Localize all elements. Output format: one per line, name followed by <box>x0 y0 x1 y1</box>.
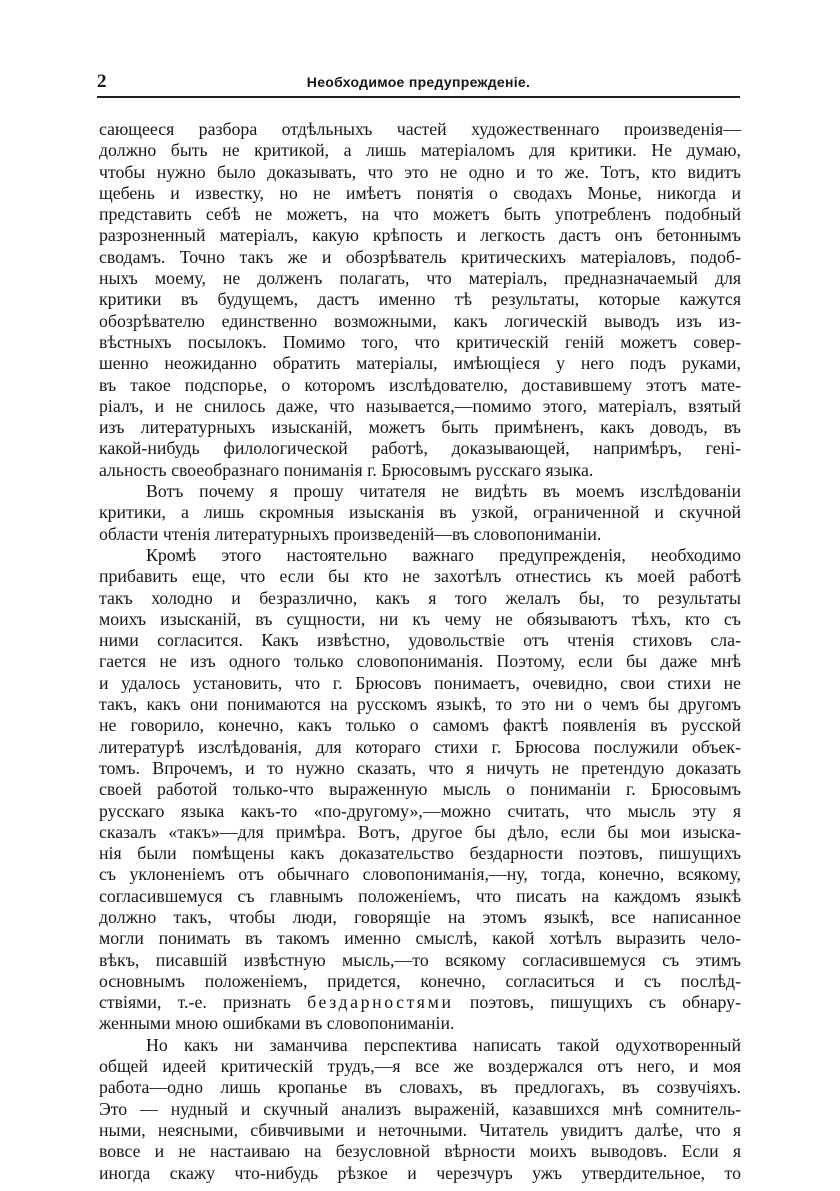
text-line: Но какъ ни заманчива перспектива написать такой одухотворенный <box>146 1034 741 1055</box>
text-line: Это — нудный и скучный анализъ выраженій, казавшихся мнѣ сомнитель- <box>99 1098 741 1119</box>
text-line: должно быть не критикой, а лишь матеріаломъ для критики. Не думаю, <box>99 140 741 161</box>
spaced-emphasis: бездарностями <box>307 992 454 1013</box>
text-line: ними согласится. Какъ извѣстно, удовольствіе отъ чтенія стиховъ сла- <box>99 630 741 651</box>
text-line: вовсе и не настаиваю на безусловной вѣрности моихъ выводовъ. Если я <box>99 1141 741 1162</box>
text-fragment: поэтовъ, пишущихъ съ обнару- <box>469 992 741 1013</box>
text-line: критики въ будущемъ, дастъ именно тѣ результаты, которые кажутся <box>99 289 741 310</box>
text-line: обозрѣвателю единственно возможными, какъ логическій выводъ изъ из- <box>99 310 741 331</box>
text-line: шенно неожиданно обратить матеріалы, имѣющіеся у него подъ руками, <box>99 353 741 374</box>
running-title: Необходимое предупрежденіе. <box>306 74 531 90</box>
text-line: должно такъ, чтобы люди, говорящіе на этомъ языкѣ, все написанное <box>99 906 741 927</box>
text-line: своей работой только-что выраженную мысль о пониманіи г. Брюсовымъ <box>99 779 741 800</box>
text-line: гается не изъ одного только словопониманія. Поэтому, если бы даже мнѣ <box>99 651 741 672</box>
text-line: Вотъ почему я прошу читателя не видѣть въ моемъ изслѣдованіи <box>146 481 741 502</box>
text-line: согласившемуся съ главнымъ положеніемъ, что писать на каждомъ языкѣ <box>99 885 741 906</box>
text-line: вѣстныхъ посылокъ. Помимо того, что критическій геній можетъ совер- <box>99 331 741 352</box>
text-line: литературѣ изслѣдованія, для котораго стихи г. Брюсова послужили объек- <box>99 736 741 757</box>
text-line: женными мною ошибками въ словопониманіи. <box>99 1013 455 1034</box>
text-line: съ уклоненіемъ отъ обычнаго словопониманія,—ну, тогда, конечно, всякому, <box>99 864 741 885</box>
text-line: какой-нибудь филологической работѣ, доказывающей, напримѣръ, гені- <box>99 438 741 459</box>
text-line: русскаго языка какъ-то «по-другому»,—можно считать, что мысль эту я <box>99 800 741 821</box>
text-line: Кромѣ этого настоятельно важнаго предупрежденія, необходимо <box>146 544 741 565</box>
text-line: альность своеобразнаго пониманія г. Брюсовымъ русскаго языка. <box>99 459 594 480</box>
text-line: могли понимать въ такомъ именно смыслѣ, какой хотѣлъ выразить чело- <box>99 928 741 949</box>
text-line: ными, неясными, сбивчивыми и неточными. Читатель увидитъ далѣе, что я <box>99 1119 741 1140</box>
text-fragment: ствіями, т.-е. признать <box>99 992 291 1013</box>
text-line: такъ, какъ они понимаются на русскомъ языкѣ, то это ни о чемъ бы другомъ <box>99 694 741 715</box>
text-line: не говорило, конечно, какъ только о самомъ фактѣ появленія въ русской <box>99 715 741 736</box>
text-line-spaced <box>99 992 741 1013</box>
text-line: области чтенія литературныхъ произведеній—въ словопониманіи. <box>99 523 602 544</box>
header-rule <box>97 96 740 98</box>
text-line: сающееся разбора отдѣльныхъ частей художественнаго произведенія— <box>99 119 741 139</box>
text-line: изъ литературныхъ изысканій, можетъ быть примѣненъ, какъ доводъ, въ <box>99 417 741 438</box>
paragraph-1 <box>99 119 741 481</box>
text-line: чтобы нужно было доказывать, что это не одно и то же. Тотъ, кто видитъ <box>99 161 741 182</box>
paragraph-2 <box>99 481 741 545</box>
page-header <box>97 70 740 96</box>
text-line: критики, а лишь скромныя изысканія въ узкой, ограниченной и скучной <box>99 502 741 523</box>
text-line: моихъ изысканій, въ сущности, ни къ чему не обязываютъ тѣхъ, кто съ <box>99 608 741 629</box>
text-line: сводамъ. Точно такъ же и обозрѣватель критическихъ матеріаловъ, подоб- <box>99 246 741 267</box>
text-line: нія были помѣщены какъ доказательство бездарности поэтовъ, пишущихъ <box>99 843 741 864</box>
text-line: сказалъ «такъ»—для примѣра. Вотъ, другое бы дѣло, если бы мои изыска- <box>99 821 741 842</box>
body-text <box>99 119 741 1184</box>
text-line: щебень и известку, но не имѣетъ понятія о сводахъ Монье, никогда и <box>99 182 741 203</box>
text-line: общей идеей критическій трудъ,—я все же воздержался отъ него, и моя <box>99 1056 741 1077</box>
text-line: вѣкъ, писавшій извѣстную мысль,—то всякому согласившемуся съ этимъ <box>99 949 741 970</box>
text-line: ныхъ моему, не долженъ полагать, что матеріалъ, предназначаемый для <box>99 268 741 289</box>
text-line: такъ холодно и безразлично, какъ я того желалъ бы, то результаты <box>99 587 741 608</box>
paragraph-3 <box>99 545 741 1035</box>
text-line: представить себѣ не можетъ, на что можетъ быть употребленъ подобный <box>99 204 741 225</box>
text-line: и удалось установить, что г. Брюсовъ понимаетъ, очевидно, свои стихи не <box>99 672 741 693</box>
paragraph-4 <box>99 1035 741 1184</box>
text-line: прибавить еще, что если бы кто не захотѣлъ отнестись къ моей работѣ <box>99 566 741 587</box>
text-line: въ такое подспорье, о которомъ изслѣдователю, доставившему этотъ мате- <box>99 374 741 395</box>
text-line: томъ. Впрочемъ, и то нужно сказать, что я ничуть не претендую доказать <box>99 757 741 778</box>
text-line: ріалъ, и не снилось даже, что называется,—помимо этого, матеріалъ, взятый <box>99 395 741 416</box>
text-line: иногда скажу что-нибудь рѣзкое и черезчуръ ужъ утвердительное, то <box>99 1162 741 1183</box>
text-line: разрозненный матеріалъ, какую крѣпость и легкость дастъ онъ бетоннымъ <box>99 225 741 246</box>
text-line: основнымъ положеніемъ, придется, конечно, согласиться и съ послѣд- <box>99 970 741 991</box>
page-number: 2 <box>97 71 107 92</box>
text-line: работа—одно лишь кропанье въ словахъ, въ предлогахъ, въ созвучіяхъ. <box>99 1077 741 1098</box>
